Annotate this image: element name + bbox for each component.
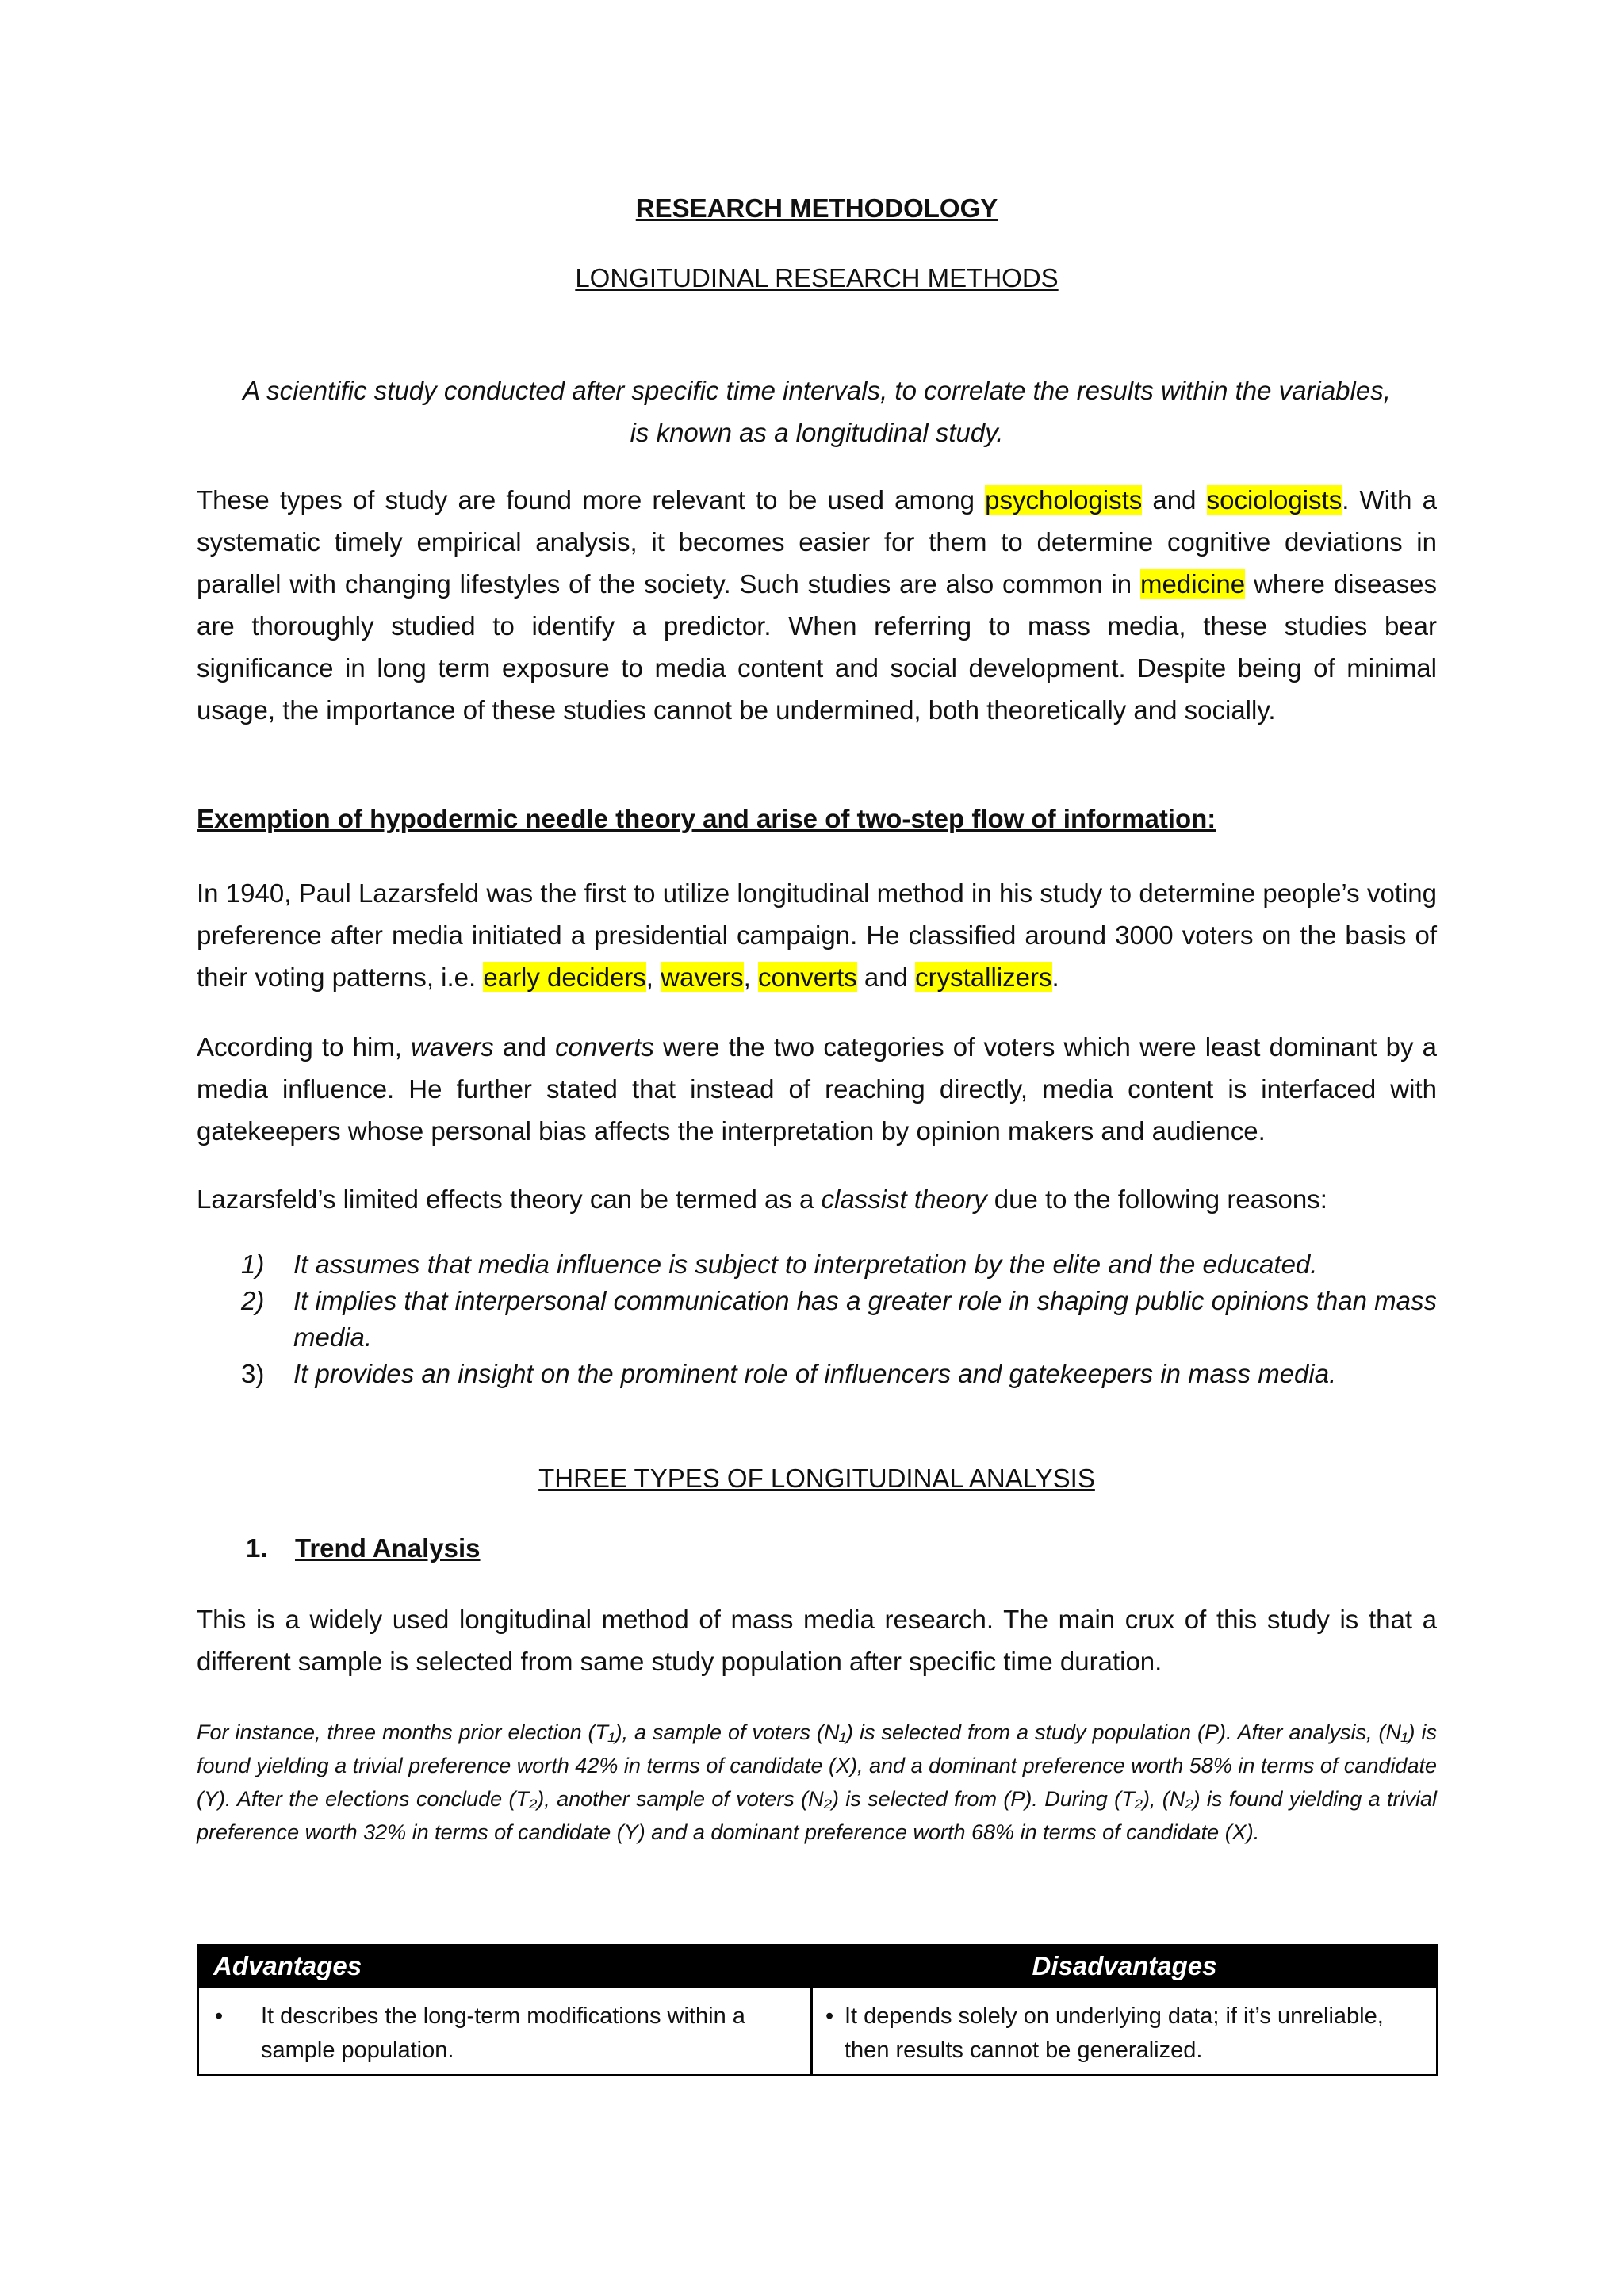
bullet-icon: • xyxy=(215,2003,224,2029)
definition xyxy=(197,369,1437,453)
term-classist-theory: classist theory xyxy=(821,1184,987,1214)
disadvantages-header: Disadvantages xyxy=(812,1946,1438,1988)
advantage-cell xyxy=(198,1988,812,2076)
list-item xyxy=(241,1283,1437,1356)
classist-paragraph xyxy=(197,1178,1437,1220)
list-item-text: It implies that interpersonal communication has a greater role in shaping public opinions than mass media. xyxy=(293,1286,1437,1352)
advantages-table xyxy=(197,1944,1438,2076)
according-text-3: were the two categories of voters which were least dominant by a media influence. He further stated that instead of reaching directly, media content is interfaced with gatekeepers whose personal bias affects the interpretation by opinion makers and audience. xyxy=(197,1032,1437,1146)
classist-text-2: due to the following reasons: xyxy=(986,1184,1327,1214)
types-heading: THREE TYPES OF LONGITUDINAL ANALYSIS xyxy=(538,1464,1095,1493)
classist-text-1: Lazarsfeld’s limited effects theory can be termed as a xyxy=(197,1184,822,1214)
comma: , xyxy=(645,962,661,992)
bullet-icon: • xyxy=(825,2003,834,2029)
document-title: RESEARCH METHODOLOGY xyxy=(635,193,998,223)
highlight-medicine: medicine xyxy=(1140,569,1246,599)
section-heading: Exemption of hypodermic needle theory and arise of two-step flow of information: xyxy=(197,804,1216,833)
lazarsfeld-paragraph xyxy=(197,872,1437,998)
according-text-1: According to him, xyxy=(197,1032,412,1062)
list-item xyxy=(241,1246,1437,1283)
highlight-wavers: wavers xyxy=(661,962,744,992)
advantage-text: It describes the long-term modifications within a sample population. xyxy=(261,2003,745,2063)
list-number: 3) xyxy=(241,1359,265,1388)
period: . xyxy=(1051,962,1059,992)
list-item xyxy=(241,1356,1437,1392)
definition-line-2: is known as a longitudinal study. xyxy=(630,418,1004,447)
disadvantage-item xyxy=(821,1999,1428,2068)
list-item-text: It provides an insight on the prominent role of influencers and gatekeepers in mass media. xyxy=(293,1359,1337,1388)
trend-analysis-heading xyxy=(246,1533,481,1563)
term-converts: converts xyxy=(555,1032,654,1062)
comma: , xyxy=(743,962,759,992)
highlight-early-deciders: early deciders xyxy=(483,962,646,992)
intro-text-4: where diseases are thoroughly studied to identify a predictor. When referring to mass media, these studies bear significance in long term exposure to media content and social development. Despite being of minimal usage, the importance of these studies cannot be undermined, both theoretically and socially. xyxy=(197,569,1438,725)
document-subtitle: LONGITUDINAL RESEARCH METHODS xyxy=(575,263,1059,293)
table-row xyxy=(198,1988,1438,2076)
list-item-text: It assumes that media influence is subject to interpretation by the elite and the educated. xyxy=(293,1249,1318,1279)
term-wavers: wavers xyxy=(411,1032,494,1062)
advantages-header: Advantages xyxy=(198,1946,812,1988)
trend-example: For instance, three months prior election (T₁), a sample of voters (N₁) is selected from a study population (P). After analysis, (N₁) is found yielding a trivial preference worth 42% in terms of candidate (X), and a dominant preference worth 58% in terms of candidate (Y). After the elections conclude (T₂), another sample of voters (N₂) is selected from (P). During (T₂), (N₂) is found yielding a trivial preference worth 32% in terms of candidate (Y) and a dominant preference worth 68% in terms of candidate (X). xyxy=(197,1720,1437,1844)
according-paragraph xyxy=(197,1026,1437,1152)
highlight-converts: converts xyxy=(758,962,857,992)
advantage-item xyxy=(207,1999,802,2068)
intro-paragraph xyxy=(197,479,1437,731)
highlight-crystallizers: crystallizers xyxy=(915,962,1052,992)
lazarsfeld-text: In 1940, Paul Lazarsfeld was the first to utilize longitudinal method in his study to determine people’s voting preference after media initiated a presidential campaign. He classified around 3000 voters on the basis of their voting patterns, i.e. xyxy=(197,878,1437,992)
heading-number: 1. xyxy=(246,1533,268,1563)
intro-text-1: These types of study are found more relevant to be used among xyxy=(197,485,986,515)
table-header-row xyxy=(198,1946,1438,1988)
disadvantage-cell xyxy=(812,1988,1438,2076)
heading-label: Trend Analysis xyxy=(295,1533,481,1563)
disadvantage-text: It depends solely on underlying data; if it’s unreliable, then results cannot be generalized. xyxy=(845,2003,1384,2063)
list-number: 1) xyxy=(241,1249,265,1279)
definition-line-1: A scientific study conducted after specific time intervals, to correlate the results within the variables, xyxy=(243,376,1391,405)
trend-description: This is a widely used longitudinal method of mass media research. The main crux of this study is that a different sample is selected from same study population after specific time duration. xyxy=(197,1605,1437,1676)
intro-text-3: . With a systematic timely empirical analysis, it becomes easier for them to determine cognitive deviations in parallel with changing lifestyles of the society. Such studies are also common in xyxy=(197,485,1437,599)
highlight-psychologists: psychologists xyxy=(985,485,1143,515)
list-number: 2) xyxy=(241,1286,265,1315)
according-text-2: and xyxy=(493,1032,556,1062)
intro-text-2: and xyxy=(1142,485,1207,515)
reasons-list xyxy=(241,1246,1437,1392)
highlight-sociologists: sociologists xyxy=(1206,485,1342,515)
conjunction: and xyxy=(856,962,916,992)
